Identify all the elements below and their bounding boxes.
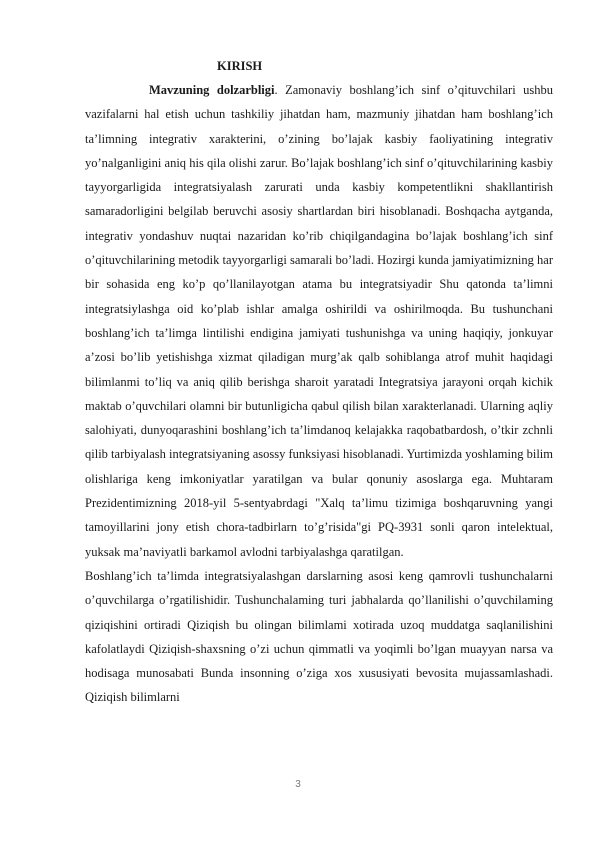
page-title: KIRISH [217, 59, 263, 73]
paragraph-2: Boshlang’ich ta’limda integratsiyalashgan darslarning asosi keng qamrovli tushunchalarni o’quvchilarga o’rgatilishidir. Tushunchalaming turi jabhalarda qo’llanilishi o’quvchilaming qiziqishini ortiradi Qiziqish bu olingan bilimlami xotirada uzoq muddatga saqlanilishini kafolatlaydi Qiziqish-shaxsning o’zi uchun qimmatli va yoqimli bo’lgan muayyan narsa va hodisaga munosabati Bunda insonning o’ziga xos xususiyati bevosita mujassamlashadi. Qiziqish bilimlarni [85, 568, 553, 705]
document-page [85, 56, 553, 710]
paragraph-1 [85, 78, 553, 564]
paragraph-lead: Mavzuning dolzarbligi [149, 83, 275, 97]
paragraph-1-text: . Zamonaviy boshlang’ich sinf o’qituvchilari ushbu vazifalarni hal etish uchun tashkiliy jihatdan ham, mazmuniy jihatdan ham boshlang’ich ta’limning integrativ xarakterini, o’zining bo’lajak kasbiy faoliyatining integrativ yo’nalganligini aniq his qila olishi zarur. Bo’lajak boshlang’ich sinf o’qituvchilarining kasbiy tayyorgarligida integratsiyalash zarurati unda kasbiy kompetentlikni shakllantirish samaradorligini belgilab beruvchi asosiy shartlardan biri hisoblanadi. Boshqacha aytganda, integrativ yondashuv nuqtai nazaridan ko’rib chiqilgandagina bo’lajak boshlang’ich sinf o’qituvchilarining metodik tayyorgarligi samarali bo’ladi. Hozirgi kunda jamiyatimizning har bir sohasida eng ko’p qo’llanilayotgan atama bu integratsiyadir Shu qatonda ta’limni integratsiylashga oid ko’plab ishlar amalga oshirildi va oshirilmoqda. Bu tushunchani boshlang’ich ta’limga lintilishi endigina jamiyati tushunishga va uning haqiqiy, jonkuyar a’zosi bo’lib yetishishga xizmat qiladigan murg’ak qalb sohiblanga atrof muhit haqidagi bilimlanmi to’liq va aniq qilib berishga sharoit yaratadi Integratsiya jarayoni orqah kichik maktab o’quvchilari olamni bir butunligicha qabul qilish bilan xarakterlanadi. Ularning aqliy salohiyati, dunyoqarashini boshlang’ich ta’limdanoq kelajakka raqobatbardosh, o’tkir zchnli qilib tarbiyalash integratsiyaning asossy funksiyasi hisoblanadi. Yurtimizda yoshlaming bilim olishlariga keng imkoniyatlar yaratilgan va bular qonuniy asoslarga ega. Muhtaram Prezidentimizning 2018-yil 5-sentyabrdagi "Xalq ta’limu tizimiga boshqaruvning yangi tamoyillarini jony etish chora-tadbirlarn to’g’risida"gi PQ-3931 sonli qaron intelektual, yuksak ma’naviyatli barkamol avlodni tarbiyalashga qaratilgan. [85, 83, 553, 559]
page-number: 3 [295, 779, 301, 790]
